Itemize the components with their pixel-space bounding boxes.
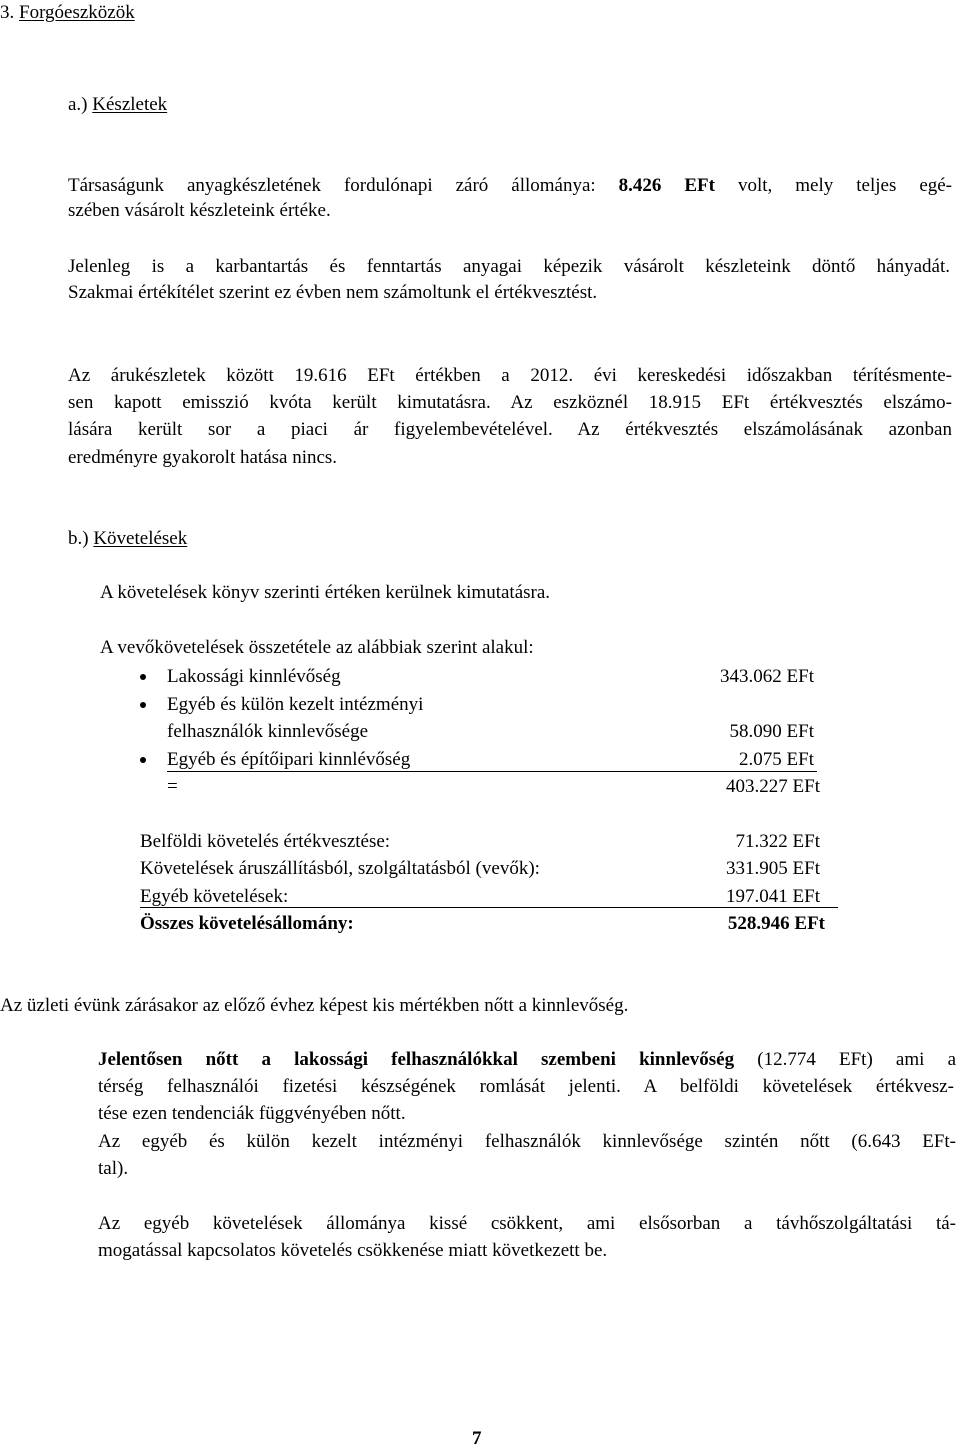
section-title: Forgóeszközök (19, 2, 135, 23)
page-number: 7 (472, 1428, 482, 1449)
total-rule (140, 907, 838, 908)
subsection-b-label: b.) (68, 528, 89, 549)
maintenance-paragraph-line1: Jelenleg is a karbantartás és fenntartás anyagai képezik vásárolt készleteink döntő hányadát. (68, 256, 950, 277)
inventory-amount: 8.426 EFt (618, 175, 715, 196)
summary-label: Egyéb követelések: (140, 886, 289, 907)
subsection-a-label: a.) (68, 94, 88, 115)
summary-value: 71.322 EFt (735, 831, 820, 852)
customer-item-label: Egyéb és külön kezelt intézményi (167, 694, 424, 715)
household-amount: (12.774 EFt) ami a (757, 1049, 957, 1070)
household-emphasis: Jelentősen nőtt a lakossági felhasználókkal szembeni kinnlevőség (98, 1049, 735, 1070)
customer-total-label: = (167, 776, 178, 797)
customer-item-label-cont: felhasználók kinnlevősége (167, 721, 369, 742)
emission-paragraph-line3: lására került sor a piaci ár figyelembevételével. Az értékvesztés elszámolásának azonban (68, 419, 952, 440)
customer-item-label: Egyéb és építőipari kinnlévőség (167, 749, 411, 770)
summary-total-label: Összes követelésállomány: (140, 913, 354, 934)
household-paragraph-line3: tése ezen tendenciák függvényében nőtt. (98, 1103, 406, 1124)
bullet-icon (140, 702, 146, 708)
summary-total-value: 528.946 EFt (727, 913, 825, 934)
other-receivables-line2: mogatással kapcsolatos követelés csökkenése miatt következett be. (98, 1240, 608, 1261)
bullet-icon (140, 674, 146, 680)
household-paragraph-line5: tal). (98, 1158, 129, 1179)
customer-total-value: 403.227 EFt (726, 776, 820, 797)
customer-item-value: 343.062 EFt (720, 666, 814, 687)
summary-value: 331.905 EFt (726, 858, 820, 879)
customer-intro: A vevőkövetelések összetétele az alábbiak szerint alakul: (100, 637, 534, 658)
customer-item-value: 58.090 EFt (729, 721, 814, 742)
household-paragraph-line4: Az egyéb és külön kezelt intézményi felhasználók kinnlevősége szintén nőtt (6.643 EFt- (98, 1131, 956, 1152)
subtotal-rule (167, 771, 817, 772)
inventory-text: Társaságunk anyagkészletének fordulónapi záró állománya: (68, 175, 596, 196)
section-number: 3. (0, 2, 15, 23)
subsection-a-heading (68, 94, 167, 116)
subsection-b-title: Követelések (93, 528, 188, 549)
household-paragraph-line2: térség felhasználói fizetési készségének romlását jelenti. A belföldi követelések értékvesz- (98, 1076, 954, 1097)
summary-label: Belföldi követelés értékvesztése: (140, 831, 391, 852)
receivables-intro: A követelések könyv szerinti értéken kerülnek kimutatásra. (100, 582, 551, 603)
subsection-b-heading (68, 528, 187, 550)
customer-item-value: 2.075 EFt (739, 749, 814, 770)
customer-item-label: Lakossági kinnlévőség (167, 666, 341, 687)
emission-paragraph-line4: eredményre gyakorolt hatása nincs. (68, 447, 338, 468)
other-receivables-line1: Az egyéb követelések állománya kissé csökkent, ami elsősorban a távhőszolgáltatási tá- (98, 1213, 956, 1234)
bullet-icon (140, 757, 146, 763)
section-heading (0, 2, 135, 24)
subsection-a-title: Készletek (92, 94, 168, 115)
growth-paragraph: Az üzleti évünk zárásakor az előző évhez képest kis mértékben nőtt a kinnlevőség. (0, 995, 629, 1016)
inventory-paragraph-line1 (68, 175, 952, 197)
summary-label: Követelések áruszállításból, szolgáltatásból (vevők): (140, 858, 540, 879)
household-paragraph-line1 (98, 1049, 956, 1071)
emission-paragraph-line2: sen kapott emisszió kvóta került kimutatásra. Az eszköznél 18.915 EFt értékvesztés elszámo- (68, 392, 952, 413)
inventory-paragraph-line2: szében vásárolt készleteink értéke. (68, 200, 331, 221)
maintenance-paragraph-line2: Szakmai értékítélet szerint ez évben nem számoltunk el értékvesztést. (68, 282, 598, 303)
emission-paragraph-line1: Az árukészletek között 19.616 EFt értékben a 2012. évi kereskedési időszakban térítésmente- (68, 365, 952, 386)
summary-value: 197.041 EFt (726, 886, 820, 907)
inventory-text-end: volt, mely teljes egé- (737, 175, 953, 196)
